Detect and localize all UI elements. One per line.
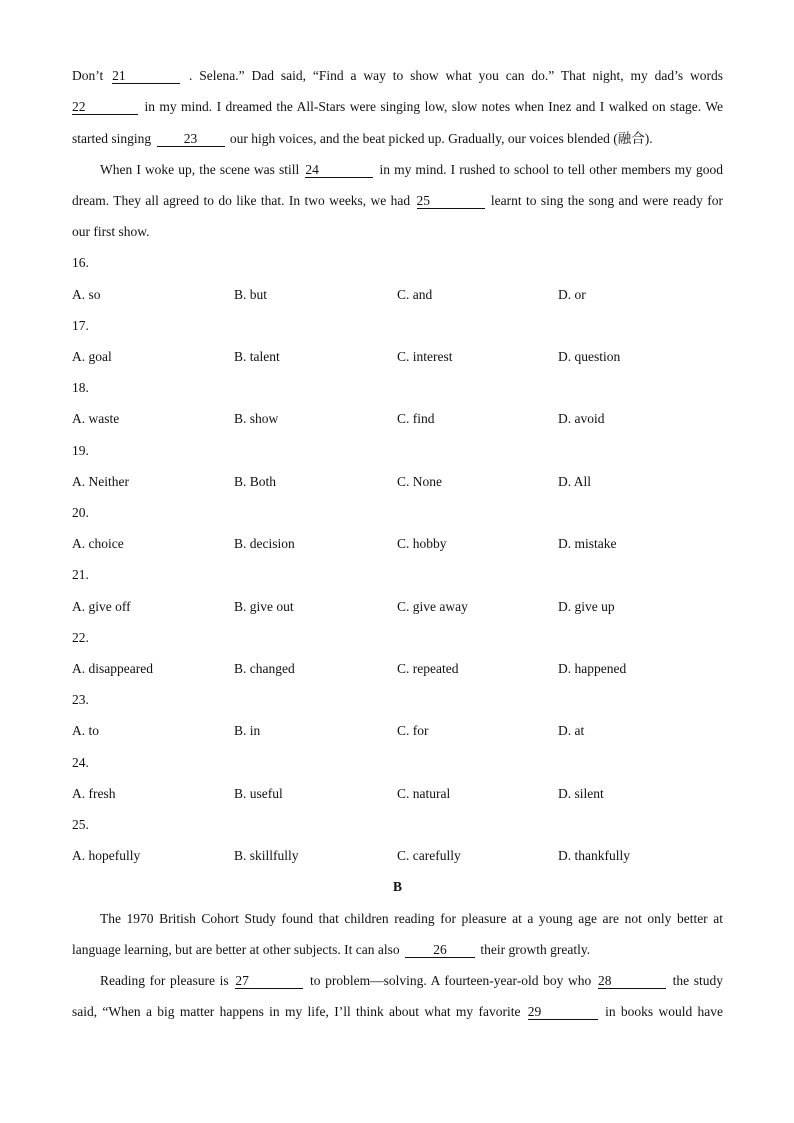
option-a[interactable]: A. waste (72, 411, 120, 426)
blank-27[interactable]: 27 (235, 973, 303, 989)
option-d[interactable]: D. or (558, 287, 586, 302)
option-c[interactable]: C. hobby (397, 536, 447, 551)
option-d[interactable]: D. give up (558, 599, 615, 614)
option-a[interactable]: A. choice (72, 536, 124, 551)
question-number: 23. (72, 692, 89, 707)
blank-23[interactable]: 23 (157, 131, 225, 147)
passage-line: language learning, but are better at other subjects. It can also 26 their growth greatly. (72, 942, 591, 957)
option-d[interactable]: D. avoid (558, 411, 605, 426)
option-b[interactable]: B. but (234, 287, 268, 302)
blank-25[interactable]: 25 (417, 193, 485, 209)
question-number: 16. (72, 255, 89, 270)
passage-line: our first show. (72, 224, 150, 239)
option-c[interactable]: C. natural (397, 786, 451, 801)
option-a[interactable]: A. give off (72, 599, 131, 614)
option-d[interactable]: D. happened (558, 661, 627, 676)
option-a[interactable]: A. goal (72, 349, 112, 364)
passage-line: 22 in my mind. I dreamed the All-Stars were singing low, slow notes when Inez and I walked on stage. We (72, 99, 724, 114)
passage-line: Don’t 21 . Selena.” Dad said, “Find a way to show what you can do.” That night, my dad’s words (72, 68, 724, 83)
blank-22[interactable]: 22 (72, 99, 138, 115)
option-b[interactable]: B. changed (234, 661, 295, 676)
question-number: 17. (72, 318, 89, 333)
passage-line: dream. They all agreed to do like that. In two weeks, we had 25 learnt to sing the song and were ready for (72, 193, 724, 208)
option-b[interactable]: B. useful (234, 786, 283, 801)
option-d[interactable]: D. question (558, 349, 621, 364)
option-b[interactable]: B. give out (234, 599, 294, 614)
blank-26[interactable]: 26 (405, 942, 475, 958)
option-c[interactable]: C. carefully (397, 848, 461, 863)
option-d[interactable]: D. thankfully (558, 848, 630, 863)
option-b[interactable]: B. skillfully (234, 848, 299, 863)
question-number: 25. (72, 817, 89, 832)
option-a[interactable]: A. fresh (72, 786, 116, 801)
option-d[interactable]: D. silent (558, 786, 604, 801)
option-b[interactable]: B. decision (234, 536, 295, 551)
passage-line: Reading for pleasure is 27 to problem—solving. A fourteen-year-old boy who 28 the study (100, 973, 724, 988)
passage-line: said, “When a big matter happens in my life, I’ll think about what my favorite 29 in books would have (72, 1004, 723, 1019)
question-number: 21. (72, 567, 89, 582)
option-c[interactable]: C. None (397, 474, 442, 489)
question-number: 20. (72, 505, 89, 520)
option-c[interactable]: C. repeated (397, 661, 459, 676)
blank-21[interactable]: 21 (112, 68, 180, 84)
blank-24[interactable]: 24 (305, 162, 373, 178)
option-a[interactable]: A. Neither (72, 474, 129, 489)
option-b[interactable]: B. Both (234, 474, 277, 489)
option-c[interactable]: C. interest (397, 349, 453, 364)
option-c[interactable]: C. for (397, 723, 429, 738)
option-c[interactable]: C. and (397, 287, 433, 302)
passage-line: When I woke up, the scene was still 24 in my mind. I rushed to school to tell other members my good (100, 162, 724, 177)
option-c[interactable]: C. find (397, 411, 435, 426)
option-a[interactable]: A. hopefully (72, 848, 141, 863)
section-title: B (392, 879, 402, 894)
option-b[interactable]: B. show (234, 411, 279, 426)
option-b[interactable]: B. in (234, 723, 261, 738)
option-d[interactable]: D. All (558, 474, 592, 489)
option-a[interactable]: A. so (72, 287, 101, 302)
option-a[interactable]: A. to (72, 723, 99, 738)
question-number: 18. (72, 380, 89, 395)
passage-line: The 1970 British Cohort Study found that children reading for pleasure at a young age are not only better at (100, 911, 723, 926)
question-number: 19. (72, 443, 89, 458)
option-b[interactable]: B. talent (234, 349, 280, 364)
blank-28[interactable]: 28 (598, 973, 666, 989)
option-a[interactable]: A. disappeared (72, 661, 153, 676)
question-number: 22. (72, 630, 89, 645)
blank-29[interactable]: 29 (528, 1004, 598, 1020)
option-d[interactable]: D. at (558, 723, 585, 738)
option-d[interactable]: D. mistake (558, 536, 617, 551)
passage-line: started singing 23 our high voices, and the beat picked up. Gradually, our voices blended (融合). (72, 131, 653, 146)
option-c[interactable]: C. give away (397, 599, 468, 614)
question-number: 24. (72, 755, 89, 770)
